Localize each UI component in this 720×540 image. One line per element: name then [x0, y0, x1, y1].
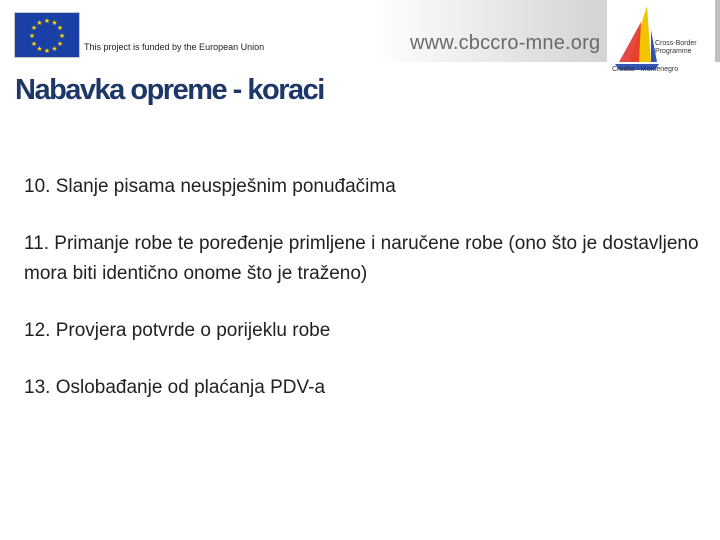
svg-text:★: ★	[30, 40, 38, 48]
svg-text:★: ★	[56, 40, 64, 48]
svg-text:★: ★	[36, 45, 43, 53]
svg-text:★: ★	[30, 24, 38, 32]
eu-flag-icon	[14, 12, 80, 58]
steps-list	[24, 172, 704, 430]
svg-text:★: ★	[36, 19, 43, 27]
list-item: 12. Provjera potvrde o porijeklu robe	[24, 320, 331, 341]
list-item: 13. Oslobađanje od plaćanja PDV-a	[24, 377, 326, 398]
programme-logo-label	[655, 40, 697, 56]
slide-header	[0, 0, 720, 73]
svg-text:★: ★	[51, 19, 58, 27]
svg-text:★: ★	[43, 47, 51, 55]
eu-funding-note: This project is funded by the European Union	[84, 42, 265, 52]
svg-text:★: ★	[43, 17, 51, 25]
logo-line-2: Programme	[655, 48, 692, 55]
website-url: www.cbccro-mne.org	[410, 32, 601, 54]
svg-text:★: ★	[58, 32, 66, 40]
logo-line-1: Cross-Border	[655, 40, 697, 47]
svg-text:★: ★	[28, 32, 36, 40]
list-item: 11. Primanje robe te poređenje primljene i naručene robe (ono što je dostavljeno mora biti identično onome što je traženo)	[24, 233, 699, 284]
page-title: Nabavka opreme - koraci	[15, 74, 324, 106]
list-item: 10. Slanje pisama neuspješnim ponuđačima	[24, 176, 396, 197]
logo-line-3: Croatia - Montenegro	[612, 66, 679, 73]
svg-text:★: ★	[56, 24, 64, 32]
svg-text:★: ★	[51, 45, 58, 53]
